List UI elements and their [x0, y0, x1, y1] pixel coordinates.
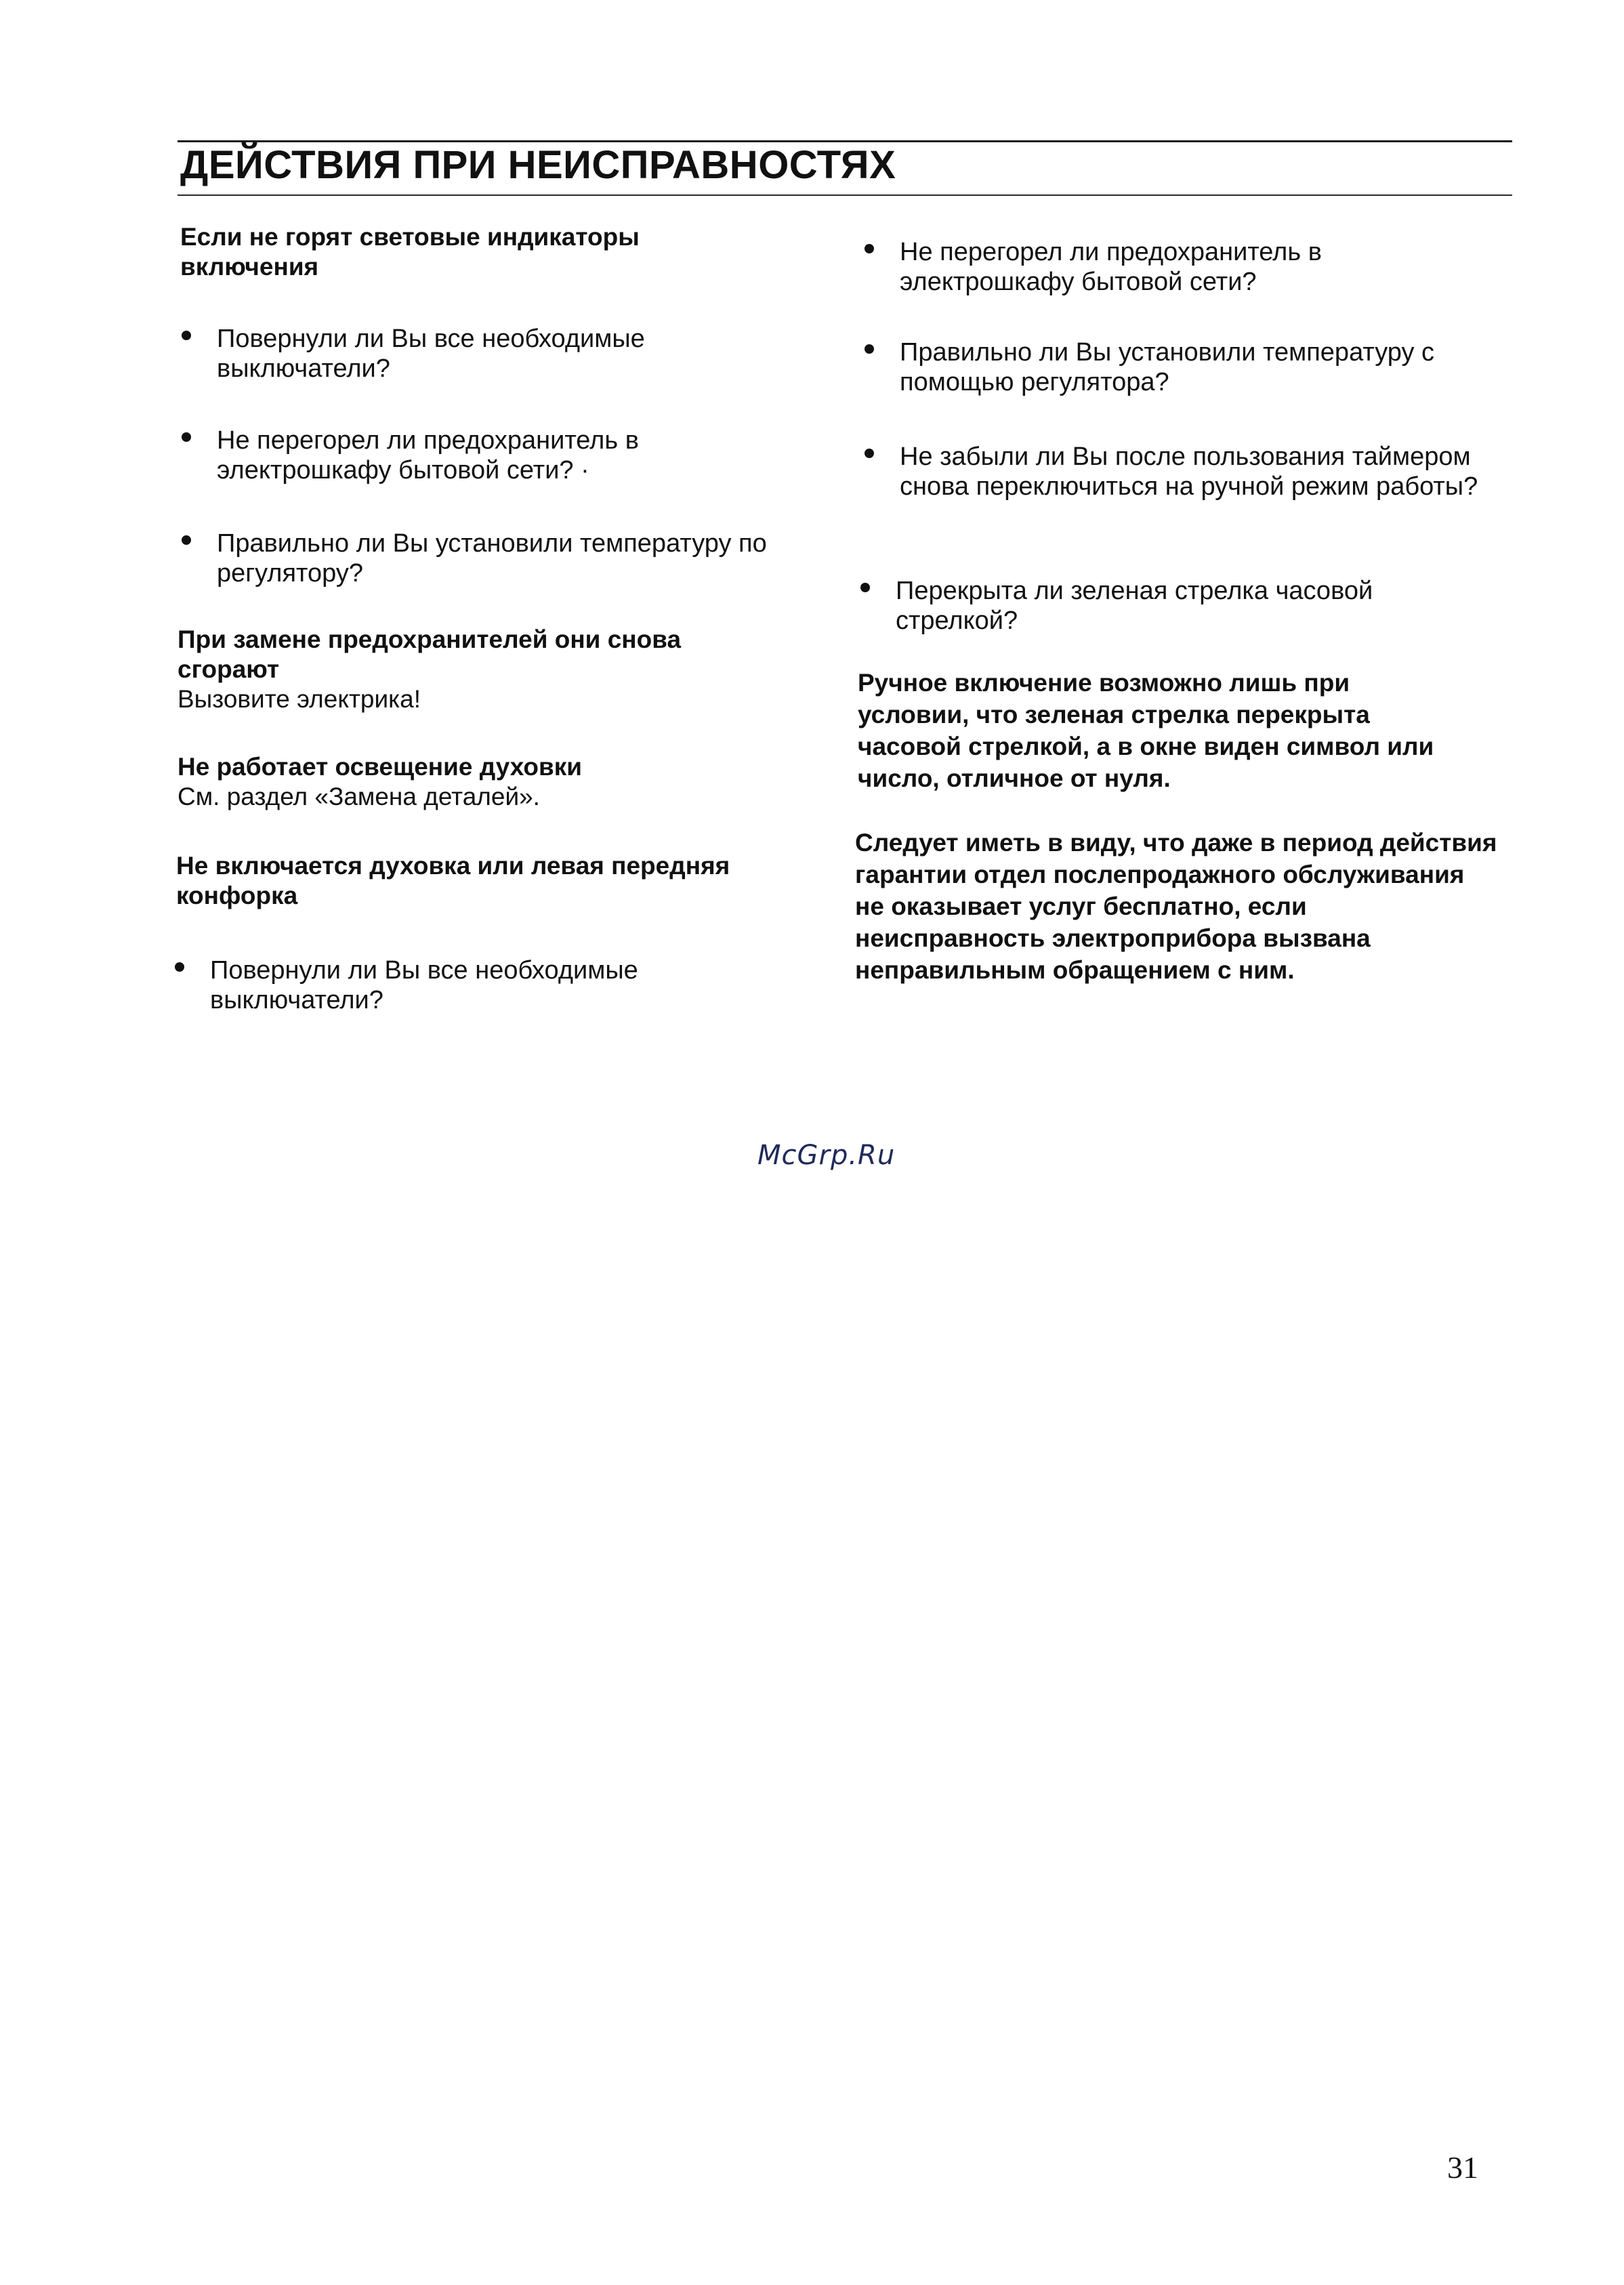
list-item	[860, 237, 1455, 297]
list-item	[860, 442, 1496, 501]
section-oven-burner	[176, 851, 813, 911]
bullet-icon	[182, 535, 191, 545]
list-item	[178, 529, 867, 588]
watermark: McGrp.Ru	[757, 1140, 896, 1171]
section-heading: Не включается духовка или левая передняя конфорка	[176, 852, 730, 909]
list-item-text: Перекрыта ли зеленая стрелка часовой стрелкой?	[896, 577, 1373, 635]
list-item-text: Правильно ли Вы установили температуру по регулятору?	[217, 529, 767, 588]
section-heading: При замене предохранителей они снова сгорают	[178, 625, 682, 683]
list-item-text: Не забыли ли Вы после пользования таймером снова переключиться на ручной режим работы?	[900, 442, 1478, 501]
list-item	[856, 576, 1478, 636]
bullet-icon	[865, 449, 874, 458]
list-item	[178, 426, 786, 485]
bullet-icon	[182, 432, 191, 442]
page-title: ДЕЙСТВИЯ ПРИ НЕИСПРАВНОСТЯХ	[180, 143, 896, 187]
page-number: 31	[1447, 2150, 1478, 2185]
list-item-text: Не перегорел ли предохранитель в электрошкафу бытовой сети? ·	[217, 426, 639, 485]
manual-mode-note: Ручное включение возможно лишь при условии, что зеленая стрелка перекрыта часовой стрелкой, а в окне виден символ или число, отличное от нуля.	[858, 669, 1434, 792]
list-item-text: Не перегорел ли предохранитель в электрошкафу бытовой сети?	[900, 238, 1322, 296]
bullet-icon	[182, 331, 191, 340]
section-indicators	[180, 222, 763, 282]
list-item-text: Правильно ли Вы установили температуру с помощью регулятора?	[900, 338, 1435, 396]
bullet-icon	[860, 583, 870, 592]
title-bottom-rule	[178, 194, 1512, 196]
bullet-icon	[175, 962, 184, 972]
warranty-note: Следует иметь в виду, что даже в период действия гарантии отдел послепродажного обслуживания не оказывает услуг бесплатно, если неисправность электроприбора вызвана неправильным обращением с ним.	[855, 829, 1497, 984]
section-heading: Если не горят световые индикаторы включения	[180, 223, 640, 281]
list-item	[171, 955, 779, 1015]
bullet-icon	[865, 244, 874, 253]
list-item	[860, 337, 1510, 397]
section-text: Вызовите электрика!	[178, 685, 421, 713]
list-item	[178, 324, 786, 384]
section-heading: Не работает освещение духовки	[178, 753, 582, 781]
section-text: См. раздел «Замена деталей».	[178, 783, 540, 810]
section-fuses	[178, 625, 760, 714]
bullet-icon	[865, 344, 874, 354]
list-item-text: Повернули ли Вы все необходимые выключатели?	[217, 325, 645, 383]
list-item-text: Повернули ли Вы все необходимые выключатели?	[210, 956, 638, 1014]
section-oven-light	[178, 752, 787, 812]
